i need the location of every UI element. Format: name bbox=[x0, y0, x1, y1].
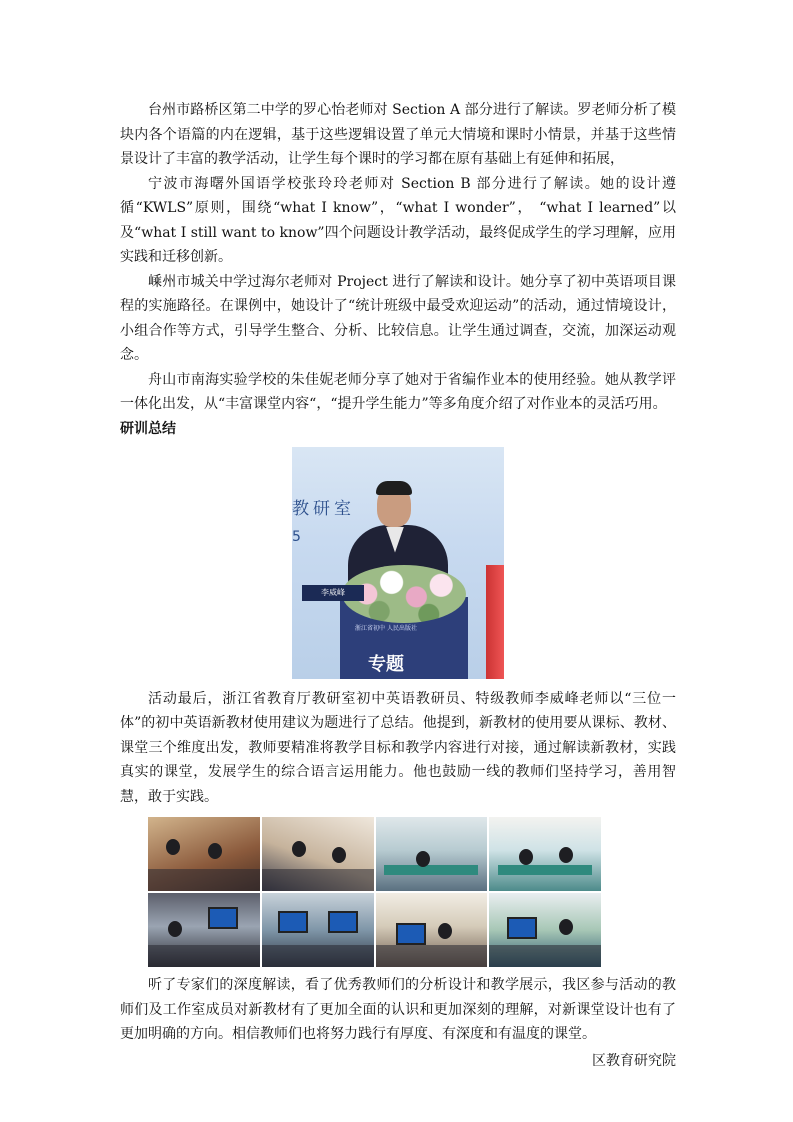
activity-photo-collage bbox=[148, 817, 601, 967]
paragraph-section-b: 宁波市海曙外国语学校张玲玲老师对 Section B 部分进行了解读。她的设计遵循“KWLS”原则，围绕“what I know”，“what I wonder”， “what I learned”以及“what I still want to know”四个问题设计教学活动，最终促成学生的学习理解，应用实践和迁移创新。 bbox=[120, 175, 676, 265]
speaker-photo-wrap bbox=[120, 447, 676, 679]
section-heading: 研训总结 bbox=[120, 420, 176, 437]
paragraph-workbook: 舟山市南海实验学校的朱佳妮老师分享了她对于省编作业本的使用经验。她从教学评一体化出发，从“丰富课堂内容“，“提升学生能力”等多角度介绍了对作业本的灵活巧用。 bbox=[120, 371, 676, 412]
podium-title: 专题 bbox=[368, 653, 404, 675]
collage-desk bbox=[376, 945, 488, 967]
collage-desk bbox=[489, 945, 601, 967]
signature: 区教育研究院 bbox=[592, 1052, 676, 1069]
collage-lab-bench bbox=[498, 865, 592, 875]
computer-screen bbox=[208, 907, 238, 929]
paragraph-section-a: 台州市路桥区第二中学的罗心怡老师对 Section A 部分进行了解读。罗老师分析了模块内各个语篇的内在逻辑，基于这些逻辑设置了单元大情境和课时小情景，并基于这些情景设计了丰富的教学活动，让学生每个课时的学习都在原有基础上有延伸和拓展， bbox=[120, 102, 676, 167]
computer-screen bbox=[328, 911, 358, 933]
collage-photo-2 bbox=[262, 817, 374, 891]
collage-photo-1 bbox=[148, 817, 260, 891]
computer-screen bbox=[396, 923, 426, 945]
participant-head bbox=[519, 849, 533, 865]
activity-collage-wrap bbox=[148, 817, 676, 967]
paragraph-project: 嵊州市城关中学过海尔老师对 Project 进行了解读和设计。她分享了初中英语项目课程的实施路径。在课例中，她设计了“统计班级中最受欢迎运动”的活动，通过情境设计，小组合作等方式，引导学生整合、分析、比较信息。让学生通过调查，交流，加深运动观念。 bbox=[120, 273, 676, 363]
participant-head bbox=[438, 923, 452, 939]
collage-lab-bench bbox=[384, 865, 478, 875]
participant-head bbox=[559, 847, 573, 863]
podium-name-sign: 李威峰 bbox=[302, 585, 364, 601]
collage-desk bbox=[148, 945, 260, 967]
collage-photo-4 bbox=[489, 817, 601, 891]
paragraph-summary: 活动最后，浙江省教育厅教研室初中英语教研员、特级教师李威峰老师以“三位一体”的初中英语新教材使用建议为题进行了总结。他提到，新教材的使用要从课标、教材、课堂三个维度出发，教师要精准将教学目标和教学内容进行对接，通过解读新教材，实践真实的课堂，发展学生的综合语言运用能力。他也鼓励一线的教师们坚持学习，善用智慧，敢于实践。 bbox=[120, 690, 676, 805]
participant-head bbox=[168, 921, 182, 937]
computer-screen bbox=[278, 911, 308, 933]
collage-photo-3 bbox=[376, 817, 488, 891]
participant-head bbox=[208, 843, 222, 859]
collage-photo-8 bbox=[489, 893, 601, 967]
collage-photo-6 bbox=[262, 893, 374, 967]
participant-head bbox=[292, 841, 306, 857]
document-page bbox=[120, 98, 676, 1073]
collage-photo-5 bbox=[148, 893, 260, 967]
speaker-photo bbox=[292, 447, 504, 679]
collage-desk bbox=[262, 869, 374, 891]
participant-head bbox=[332, 847, 346, 863]
computer-screen bbox=[507, 917, 537, 939]
collage-desk bbox=[262, 945, 374, 967]
collage-desk bbox=[148, 869, 260, 891]
photo-banner-number: 5 bbox=[292, 528, 301, 545]
participant-head bbox=[559, 919, 573, 935]
podium-small-text: 浙江省初中 人民出版社 bbox=[355, 624, 417, 632]
participant-head bbox=[416, 851, 430, 867]
participant-head bbox=[166, 839, 180, 855]
paragraph-closing: 听了专家们的深度解读，看了优秀教师们的分析设计和教学展示，我区参与活动的教师们及工作室成员对新教材有了更加全面的认识和更加深刻的理解，对新课堂设计也有了更加明确的方向。相信教师们也将努力践行有厚度、有深度和有温度的课堂。 bbox=[120, 977, 676, 1042]
collage-photo-7 bbox=[376, 893, 488, 967]
photo-banner-text: 教研室 bbox=[292, 498, 355, 519]
flag-decoration bbox=[486, 565, 504, 679]
speaker-hair bbox=[376, 481, 412, 495]
